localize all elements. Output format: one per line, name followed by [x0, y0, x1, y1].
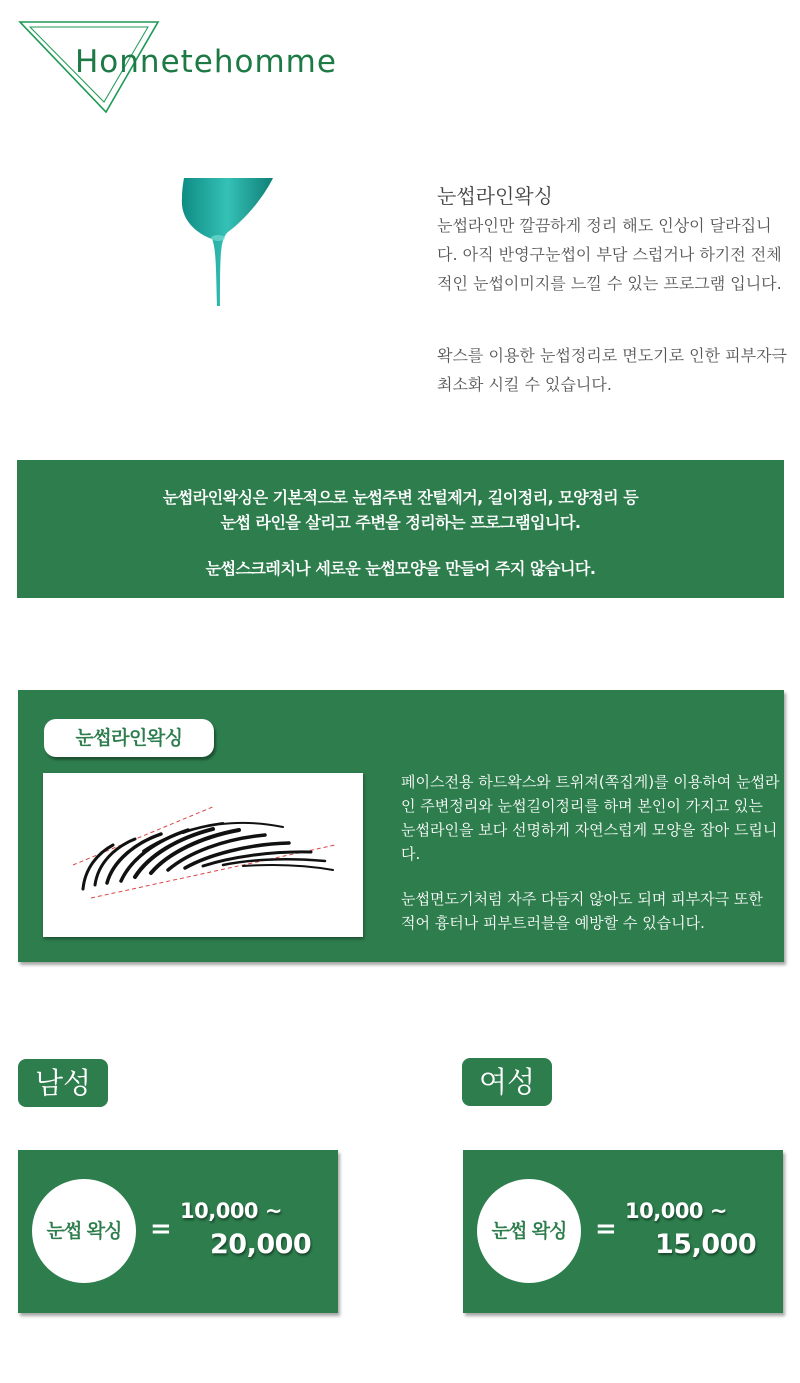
male-price-card [18, 1150, 338, 1313]
wax-drip-icon [170, 176, 280, 311]
banner-line: 눈썹 라인을 살리고 주변을 정리하는 프로그램입니다. [220, 513, 581, 532]
logo-wordmark: Honnetehomme [75, 44, 337, 80]
service-circle: 눈썹 왁싱 [477, 1179, 581, 1283]
price-from: 10,000 ~ [180, 1199, 282, 1223]
detail-paragraph: 눈썹면도기처럼 자주 다듬지 않아도 되며 피부자극 또한 적어 흉터나 피부트러블을 예방할 수 있습니다. [401, 890, 763, 932]
detail-label: 눈썹라인왁싱 [44, 719, 214, 757]
price-to: 20,000 [210, 1229, 312, 1260]
equals-sign: = [150, 1214, 172, 1244]
banner-line: 눈썹스크레치나 세로운 눈썹모양을 만들어 주지 않습니다. [205, 559, 596, 578]
service-circle: 눈썹 왁싱 [32, 1179, 136, 1283]
eyebrow-diagram-icon [43, 773, 363, 937]
price-to: 15,000 [655, 1229, 757, 1260]
banner-line: 눈썹라인왁싱은 기본적으로 눈썹주변 잔털제거, 길이정리, 모양정리 등 [162, 488, 639, 507]
male-label: 남성 [18, 1059, 108, 1107]
equals-sign: = [595, 1214, 617, 1244]
notice-banner [17, 460, 784, 598]
female-label: 여성 [462, 1058, 552, 1106]
detail-panel [18, 690, 784, 962]
intro-paragraph: 왁스를 이용한 눈썹정리로 면도기로 인한 피부자극 최소화 시킬 수 있습니다. [437, 346, 788, 394]
detail-paragraph: 페이스전용 하드왁스와 트위져(쪽집게)를 이용하여 눈썹라인 주변정리와 눈썹길이정리를 하며 본인이 가지고 있는 눈썹라인을 보다 선명하게 자연스럽게 모양을 잡아 드립니다. [401, 773, 780, 863]
intro-paragraph: 눈썹라인만 깔끔하게 정리 해도 인상이 달라집니다. 아직 반영구눈썹이 부담 스럽거나 하기전 전체적인 눈썹이미지를 느낄 수 있는 프로그램 입니다. [437, 216, 782, 293]
intro-title: 눈썹라인왁싱 [437, 184, 553, 208]
price-from: 10,000 ~ [625, 1199, 727, 1223]
female-price-card [463, 1150, 783, 1313]
